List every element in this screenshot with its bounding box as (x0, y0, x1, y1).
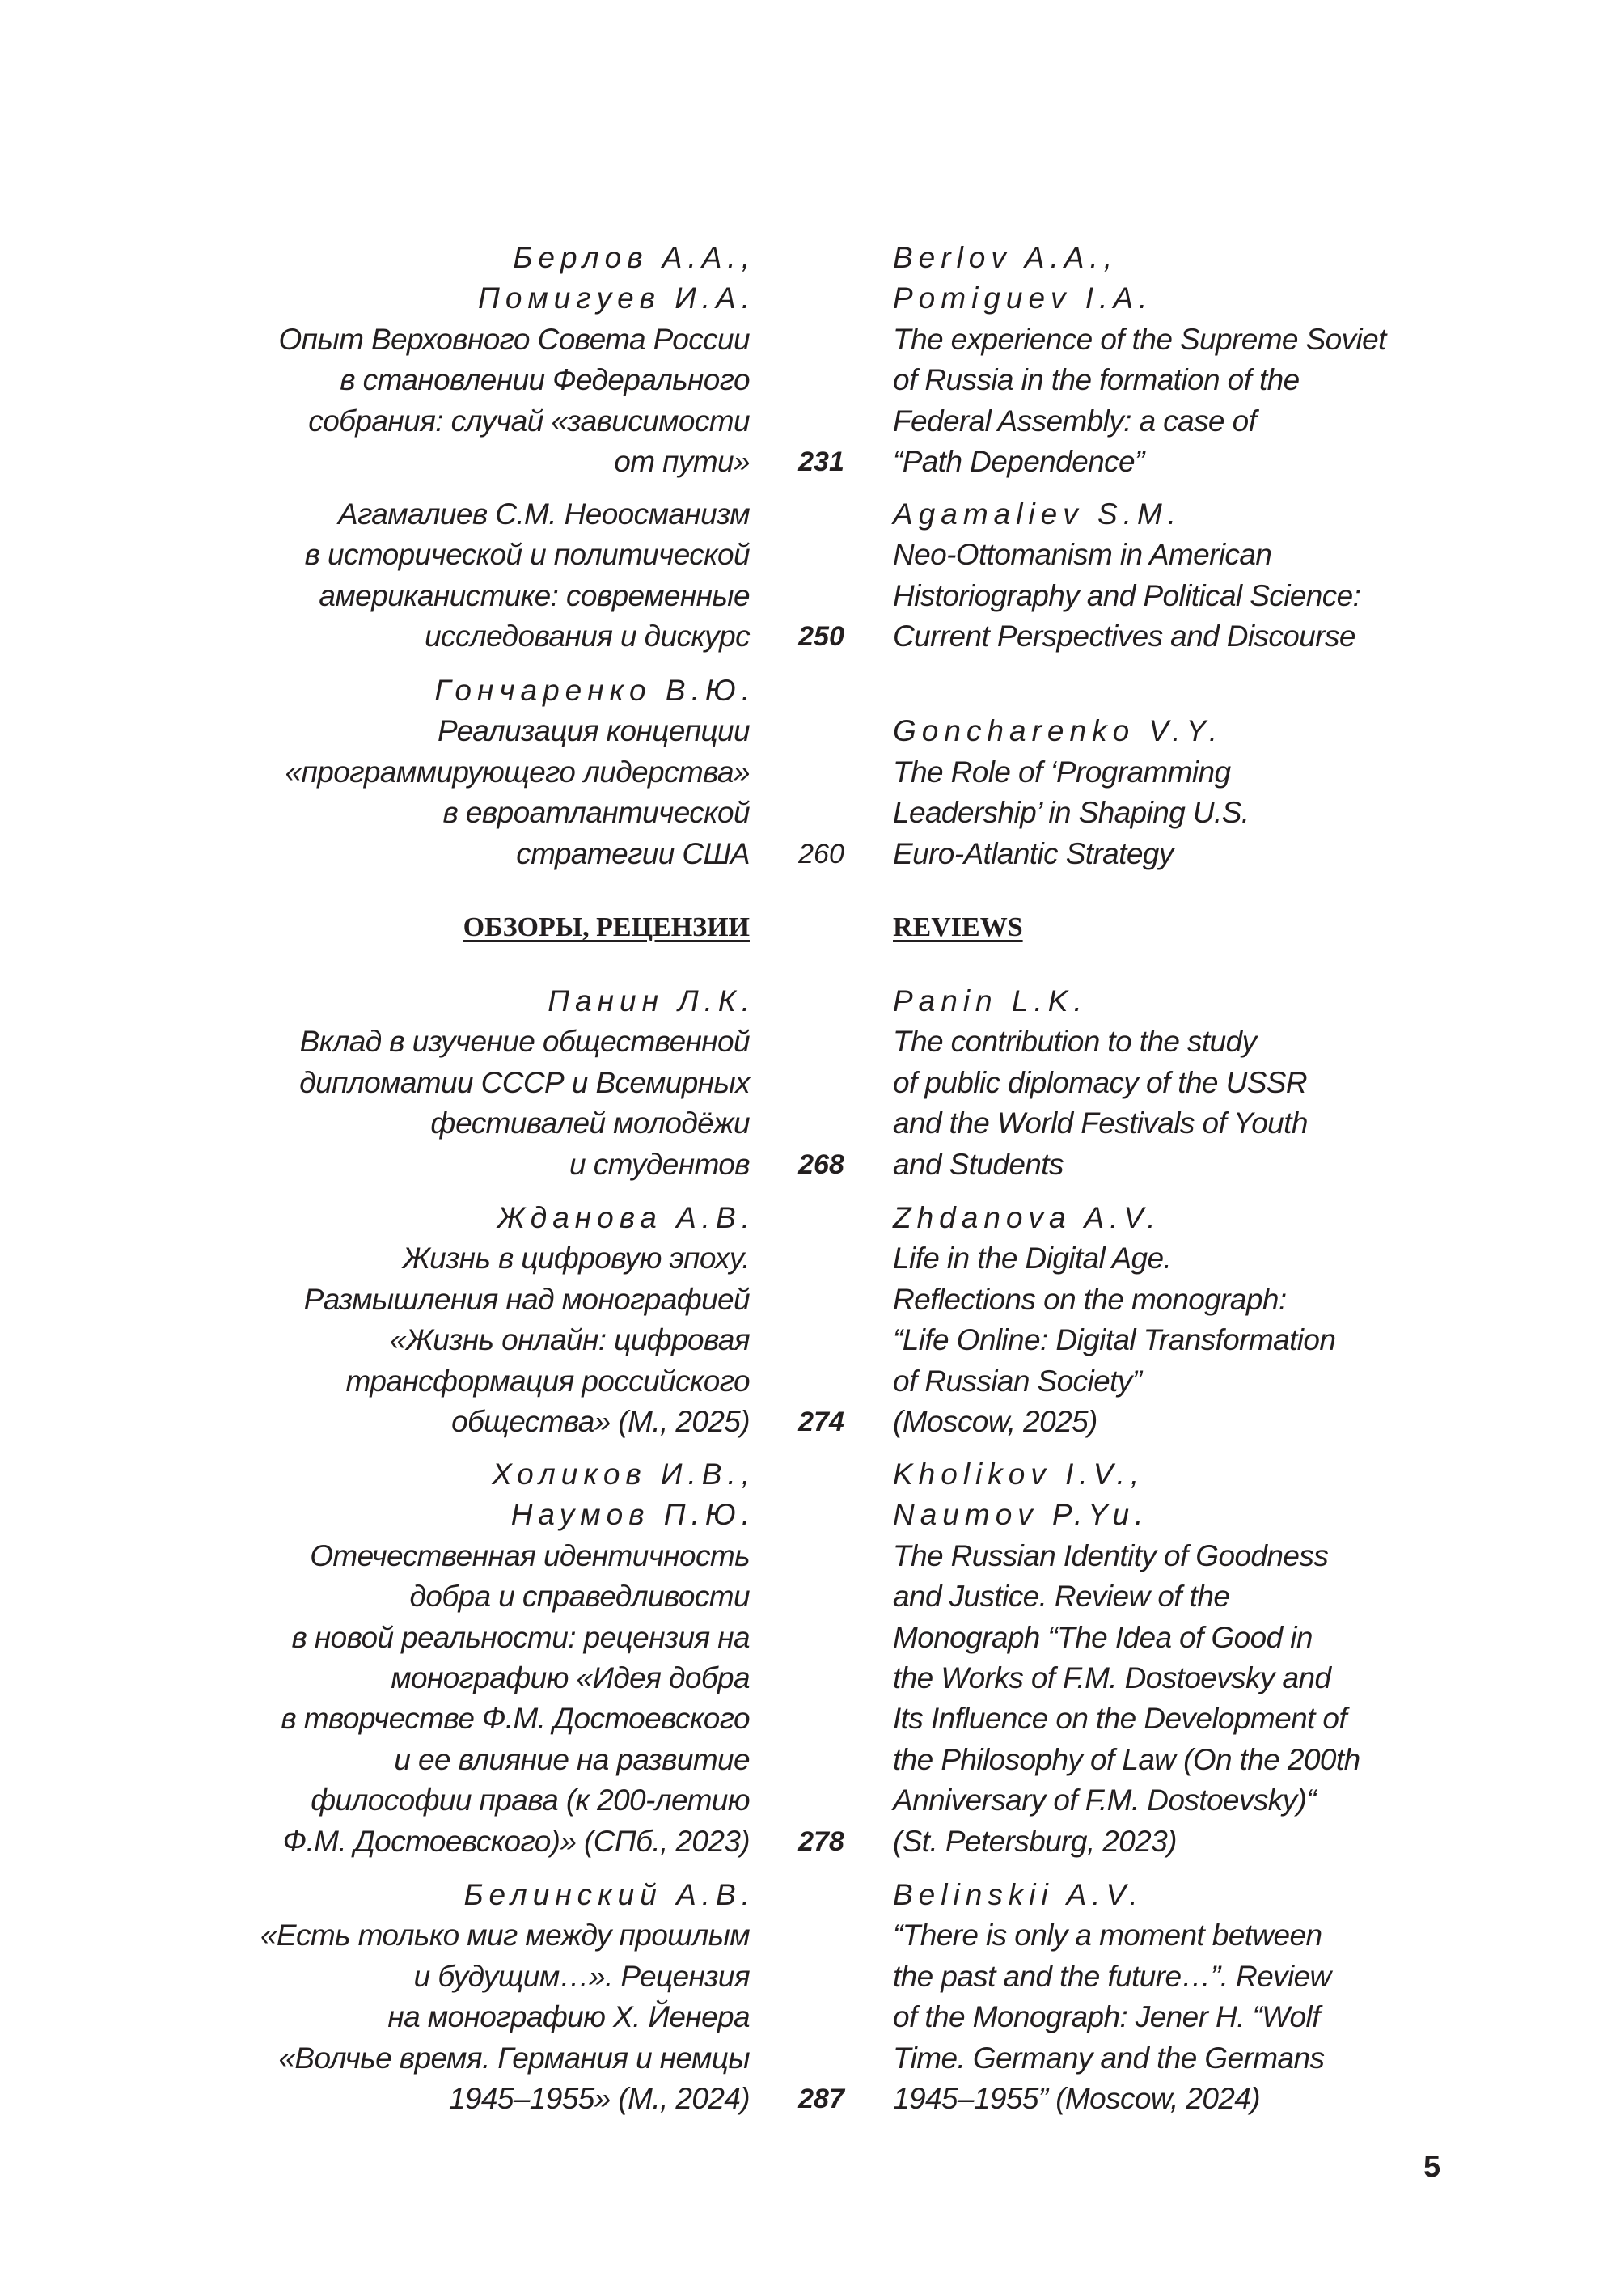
entry-russian (0, 671, 755, 874)
entry-title-en: The contribution to the study (893, 1025, 1257, 1059)
entry-author-en: Pomiguev I.A. (893, 281, 1153, 315)
entry-author-ru: Гончаренко В.Ю. (434, 674, 755, 707)
entry-title-en: Current Perspectives and Discourse (893, 620, 1355, 654)
entry-title-ru: на монографию Х. Йенера (387, 2000, 750, 2034)
entry-russian (0, 1454, 755, 1862)
entry-title-ru: дипломатии СССР и Всемирных (299, 1065, 750, 1099)
blank-line (893, 671, 1540, 711)
entry-english (893, 1198, 1540, 1442)
entry-page-number: 260 (798, 838, 844, 869)
entry-russian (0, 494, 750, 658)
entry-title-ru: Ф.М. Достоевского)» (СПб., 2023) (282, 1824, 750, 1858)
entry-title-ru: в исторической и политической (304, 538, 750, 572)
entry-title-ru: в евроатлантической (442, 796, 750, 830)
entry-title-en: The Russian Identity of Goodness (893, 1538, 1329, 1572)
entry-title-en: and Justice. Review of the (893, 1580, 1230, 1614)
entry-title-ru: Вклад в изучение общественной (299, 1025, 750, 1059)
entry-title-ru: американистике: современные (319, 578, 750, 612)
entry-title-ru: исследования и дискурс (425, 620, 750, 654)
entry-author-ru: Белинский А.В. (463, 1878, 755, 1911)
entry-title-en: and Students (893, 1147, 1064, 1181)
entry-title-en: and the World Festivals of Youth (893, 1106, 1308, 1140)
entry-author-en: Kholikov I.V., (893, 1457, 1145, 1491)
entry-title-ru: монографию «Идея добра (391, 1661, 750, 1694)
entry-author-ru: Холиков И.В., (492, 1457, 755, 1491)
entry-page-number: 250 (798, 621, 844, 653)
entry-russian (0, 1875, 755, 2119)
entry-english (893, 981, 1540, 1185)
entry-russian (0, 238, 755, 482)
entry-title-en: Monograph “The Idea of Good in (893, 1620, 1313, 1654)
entry-title-ru: «Жизнь онлайн: цифровая (389, 1323, 750, 1357)
entry-title-en: Neo-Ottomanism in American (893, 538, 1272, 572)
entry-title-ru: философии права (к 200-летию (311, 1783, 750, 1817)
entry-title-en: Anniversary of F.M. Dostoevsky)“ (893, 1783, 1316, 1817)
entry-title-ru: Отечественная идентичность (310, 1538, 750, 1572)
entry-author-en: Naumov P.Yu. (893, 1498, 1149, 1532)
entry-author-ru: Наумов П.Ю. (510, 1498, 755, 1532)
entry-author-en: Belinskii A.V. (893, 1878, 1144, 1911)
page-number: 5 (1423, 2150, 1441, 2184)
entry-title-ru: «Есть только миг между прошлым (260, 1919, 750, 1952)
entry-title-en: of the Monograph: Jener H. “Wolf (893, 2000, 1320, 2034)
entry-title-ru: «Волчье время. Германия и немцы (278, 2041, 750, 2075)
entry-title-en: Federal Assembly: a case of (893, 404, 1257, 438)
entry-title-ru: трансформация российского (345, 1364, 750, 1398)
toc-entry[interactable] (0, 1454, 1624, 1862)
entry-title-ru: Опыт Верховного Совета России (278, 322, 750, 356)
entry-russian (0, 1198, 755, 1442)
entry-title-ru: и будущим…». Рецензия (413, 1959, 750, 1993)
entry-page-number: 278 (798, 1826, 844, 1857)
entry-author-en: Agamaliev S.M. (893, 497, 1182, 531)
section-heading-reviews-en: REVIEWS (893, 912, 1023, 942)
toc-entry[interactable] (0, 671, 1624, 874)
entry-author-ru: Помигуев И.А. (478, 281, 755, 315)
entry-author-en: Berlov A.A., (893, 241, 1118, 274)
entry-title-en: Reflections on the monograph: (893, 1282, 1287, 1316)
entry-title-en: Leadership’ in Shaping U.S. (893, 796, 1250, 830)
entry-title-ru: от пути» (614, 444, 750, 478)
toc-entry[interactable] (0, 981, 1624, 1185)
entry-title-ru: собрания: случай «зависимости (308, 404, 750, 438)
entry-title-en: Historiography and Political Science: (893, 578, 1361, 612)
entry-author-en: Goncharenko V.Y. (893, 714, 1224, 748)
entry-author-en: Zhdanova A.V. (893, 1201, 1161, 1234)
entry-english (893, 671, 1540, 874)
entry-title-en: the past and the future…”. Review (893, 1959, 1331, 1993)
entry-title-en: Euro-Atlantic Strategy (893, 836, 1174, 870)
entry-title-ru: Агамалиев С.М. Неоосманизм (338, 497, 750, 531)
entry-author-ru: Берлов А.А., (513, 241, 755, 274)
entry-title-en: Its Influence on the Development of (893, 1702, 1347, 1736)
entry-english (893, 494, 1540, 658)
entry-title-ru: и студентов (569, 1147, 750, 1181)
entry-title-ru: и ее влияние на развитие (394, 1742, 750, 1776)
entry-title-ru: «программирующего лидерства» (285, 755, 750, 789)
entry-title-en: of Russia in the formation of the (893, 363, 1300, 397)
entry-english (893, 1875, 1540, 2119)
entry-title-en: Time. Germany and the Germans (893, 2041, 1325, 2075)
entry-title-ru: фестивалей молодёжи (430, 1106, 750, 1140)
toc-entry[interactable] (0, 1875, 1624, 2119)
entry-title-ru: в творчестве Ф.М. Достоевского (281, 1702, 750, 1736)
entry-title-en: the Works of F.M. Dostoevsky and (893, 1661, 1331, 1694)
entry-title-en: the Philosophy of Law (On the 200th (893, 1742, 1360, 1776)
entry-author-ru: Панин Л.К. (548, 984, 755, 1017)
entry-title-ru: общества» (М., 2025) (451, 1404, 750, 1438)
section-heading-reviews-ru: ОБЗОРЫ, РЕЦЕНЗИИ (463, 912, 750, 942)
toc-entry[interactable] (0, 238, 1624, 482)
entry-page-number: 231 (798, 446, 844, 477)
entry-title-ru: 1945–1955» (М., 2024) (448, 2081, 750, 2115)
entry-title-en: (Moscow, 2025) (893, 1404, 1097, 1438)
toc-entry[interactable] (0, 1198, 1624, 1442)
entry-page-number: 268 (798, 1149, 844, 1180)
entry-title-en: (St. Petersburg, 2023) (893, 1824, 1177, 1858)
entry-page-number: 274 (798, 1406, 844, 1437)
entry-page-number: 287 (798, 2083, 844, 2114)
entry-title-ru: в новой реальности: рецензия на (291, 1620, 750, 1654)
entry-title-en: 1945–1955” (Moscow, 2024) (893, 2081, 1260, 2115)
entry-title-ru: Реализация концепции (438, 714, 750, 748)
entry-title-ru: Жизнь в цифровую эпоху. (402, 1242, 750, 1276)
entry-title-en: “Life Online: Digital Transformation (893, 1323, 1336, 1357)
entry-title-en: The experience of the Supreme Soviet (893, 322, 1386, 356)
entry-title-en: “There is only a moment between (893, 1919, 1322, 1952)
entry-english (893, 238, 1540, 482)
entry-title-en: The Role of ‘Programming (893, 755, 1231, 789)
entry-author-en: Panin L.K. (893, 984, 1088, 1017)
toc-entry[interactable] (0, 494, 1624, 658)
entry-title-en: “Path Dependence” (893, 444, 1144, 478)
entry-title-en: Life in the Digital Age. (893, 1242, 1172, 1276)
entry-russian (0, 981, 755, 1185)
entry-english (893, 1454, 1540, 1862)
entry-title-ru: стратегии США (516, 836, 750, 870)
entry-title-ru: Размышления над монографией (303, 1282, 750, 1316)
entry-title-en: of Russian Society” (893, 1364, 1142, 1398)
entry-title-en: of public diplomacy of the USSR (893, 1065, 1307, 1099)
entry-title-ru: в становлении Федерального (340, 363, 750, 397)
entry-author-ru: Жданова А.В. (497, 1201, 755, 1234)
entry-title-ru: добра и справедливости (409, 1580, 750, 1614)
